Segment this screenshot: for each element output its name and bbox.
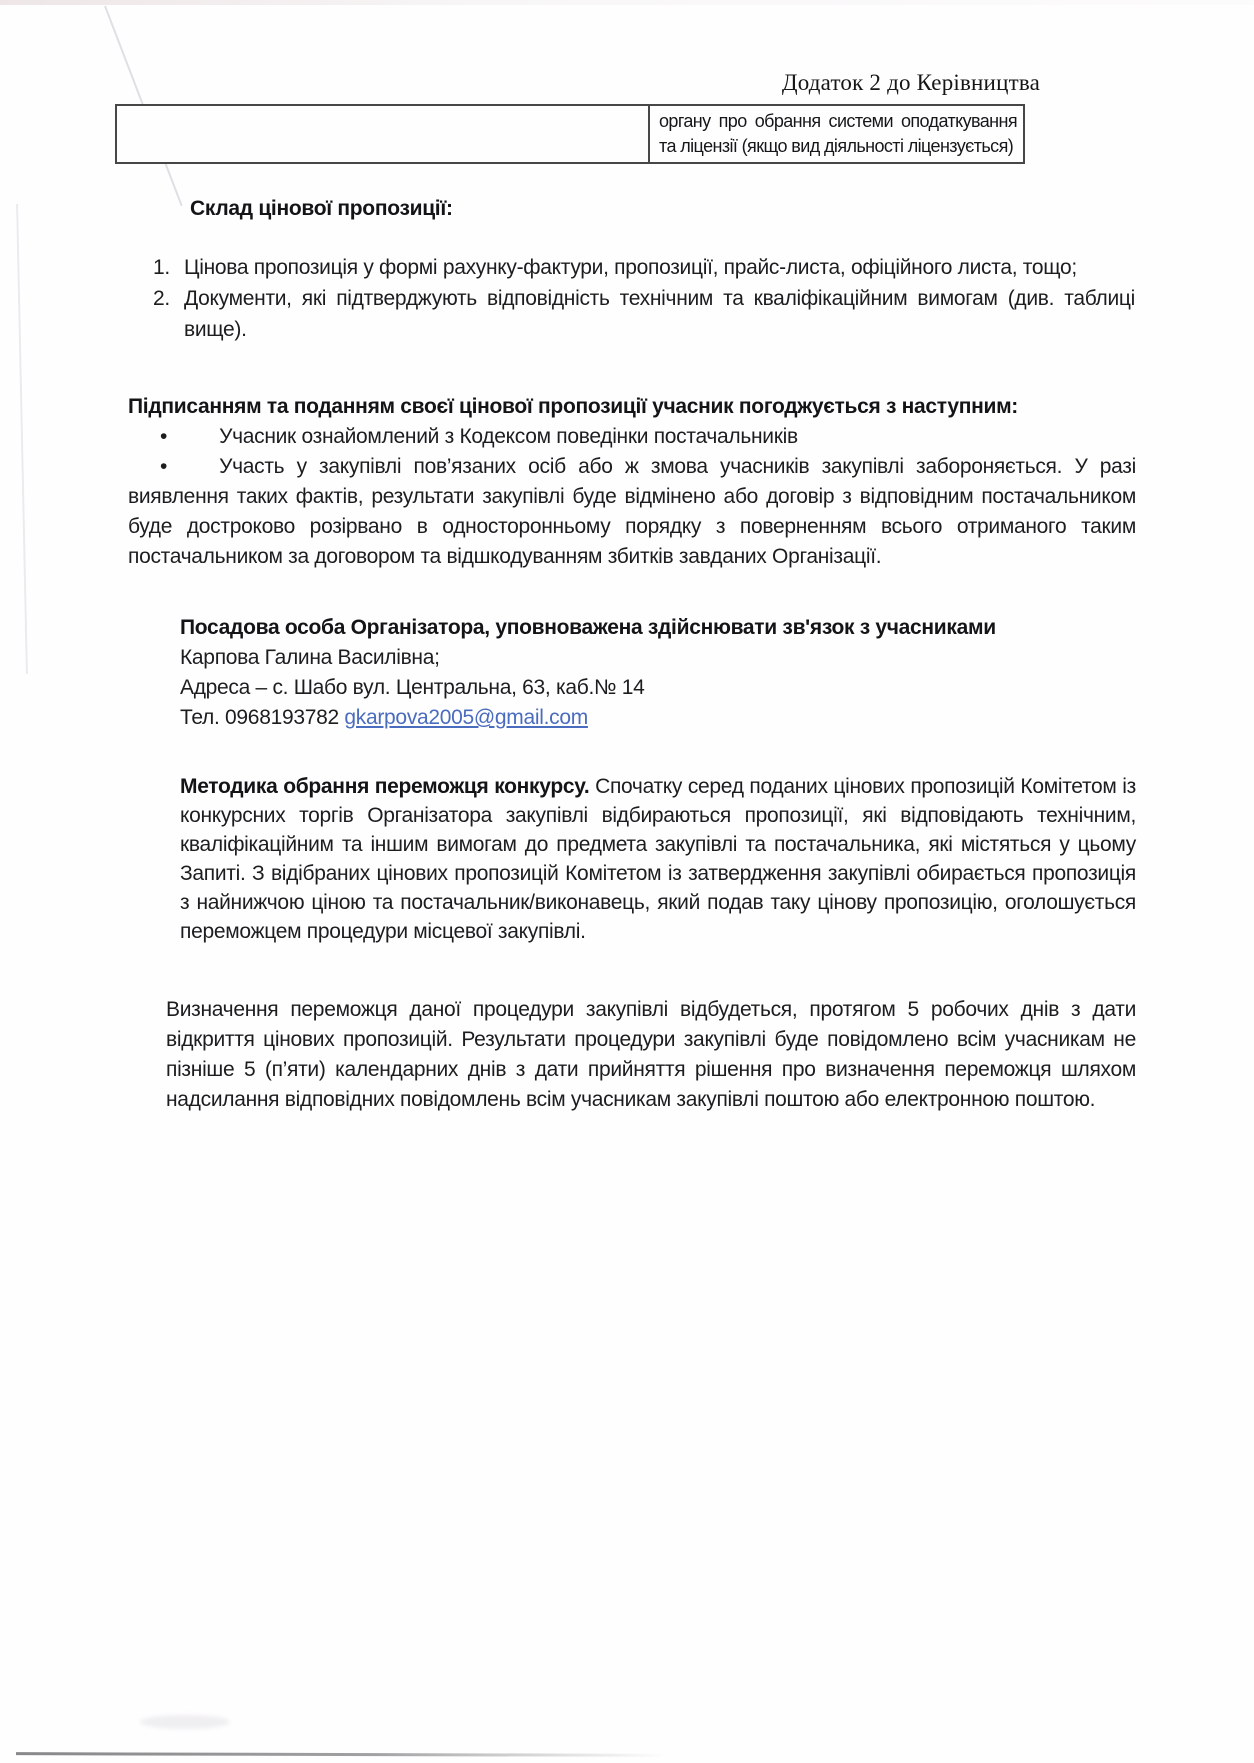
scan-artifact-left-line bbox=[16, 204, 28, 674]
agreement-bullet-text: Участь у закупівлі пов’язаних осіб або ж змова учасників закупівлі забороняється. У разі виявлення таких фактів, результати закупівлі буде відмінено або договір з відповідним постачальником буде достроково розірвано в односторонньому порядку з поверненням всього отриманого таким постачальником за договором та відшкодуванням збитків завданих Організації. bbox=[128, 455, 1136, 568]
agreement-bullet-text: Учасник ознайомлений з Кодексом поведінки постачальників bbox=[219, 425, 798, 448]
list-item-text: Цінова пропозиція у формі рахунку-фактури, пропозиції, прайс-листа, офіційного листа, тощо; bbox=[184, 256, 1077, 279]
list-item-number: 1. bbox=[153, 256, 170, 279]
table-cell-right: органу про обрання системи оподаткування та ліцензії (якщо вид діяльності ліцензується) bbox=[659, 111, 1017, 156]
table-cell-left bbox=[117, 106, 650, 162]
list-item-number: 2. bbox=[153, 287, 170, 310]
list-item bbox=[153, 252, 1135, 283]
agreement-bullet bbox=[128, 422, 1136, 452]
contact-phone: Тел. 0968193782 bbox=[180, 706, 339, 729]
bullet-icon: • bbox=[160, 425, 168, 448]
scan-artifact-top-edge bbox=[0, 0, 1254, 5]
bullet-icon: • bbox=[160, 455, 168, 478]
method-paragraph bbox=[180, 772, 1136, 946]
contact-heading: Посадова особа Організатора, уповноважена здійснювати зв'язок з учасниками bbox=[180, 616, 996, 639]
contact-section bbox=[180, 613, 1136, 733]
header-table bbox=[115, 104, 1025, 164]
agreement-heading: Підписанням та поданням своєї цінової пропозиції учасник погоджується з наступним: bbox=[128, 395, 1018, 418]
contact-name: Карпова Галина Василівна; bbox=[180, 646, 440, 669]
determination-paragraph: Визначення переможця даної процедури закупівлі відбудеться, протягом 5 робочих днів з дати відкриття цінових пропозицій. Результати процедури закупівлі буде повідомлено всім учасникам не пізніше 5 (п’яти) календарних днів з дати прийняття рішення про визначення переможця шляхом надсилання відповідних повідомлень всім учасникам закупівлі поштою або електронною поштою. bbox=[166, 998, 1136, 1111]
appendix-note: Додаток 2 до Керівництва bbox=[781, 70, 1040, 95]
composition-list bbox=[153, 252, 1135, 345]
scan-artifact-smudge bbox=[140, 1715, 230, 1729]
contact-phone-line bbox=[180, 703, 1136, 733]
agreement-section bbox=[128, 392, 1136, 572]
list-item-text: Документи, які підтверджують відповідність технічним та кваліфікаційним вимогам (див. таблиці вище). bbox=[184, 287, 1135, 341]
agreement-bullet bbox=[128, 452, 1136, 572]
method-heading: Методика обрання переможця конкурсу. bbox=[180, 775, 590, 798]
method-body: Спочатку серед поданих цінових пропозицій Комітетом із конкурсних торгів Організатора закупівлі відбираються пропозиції, які відповідають технічним, кваліфікаційним та іншим вимогам до предмета закупівлі та постачальника, які містяться у цьому Запиті. З відібраних цінових пропозицій Комітетом із затвердження закупівлі обирається пропозиція з найнижчою ціною та постачальник/виконавець, який подав таку цінову пропозицію, оголошується переможцем процедури місцевої закупівлі. bbox=[180, 775, 1136, 943]
composition-heading: Склад цінової пропозиції: bbox=[190, 197, 453, 220]
contact-address: Адреса – с. Шабо вул. Центральна, 63, каб.№ 14 bbox=[180, 676, 645, 699]
scan-artifact-bottom-line bbox=[16, 1752, 666, 1757]
email-link[interactable]: gkarpova2005@gmail.com bbox=[344, 706, 588, 729]
list-item bbox=[153, 283, 1135, 345]
